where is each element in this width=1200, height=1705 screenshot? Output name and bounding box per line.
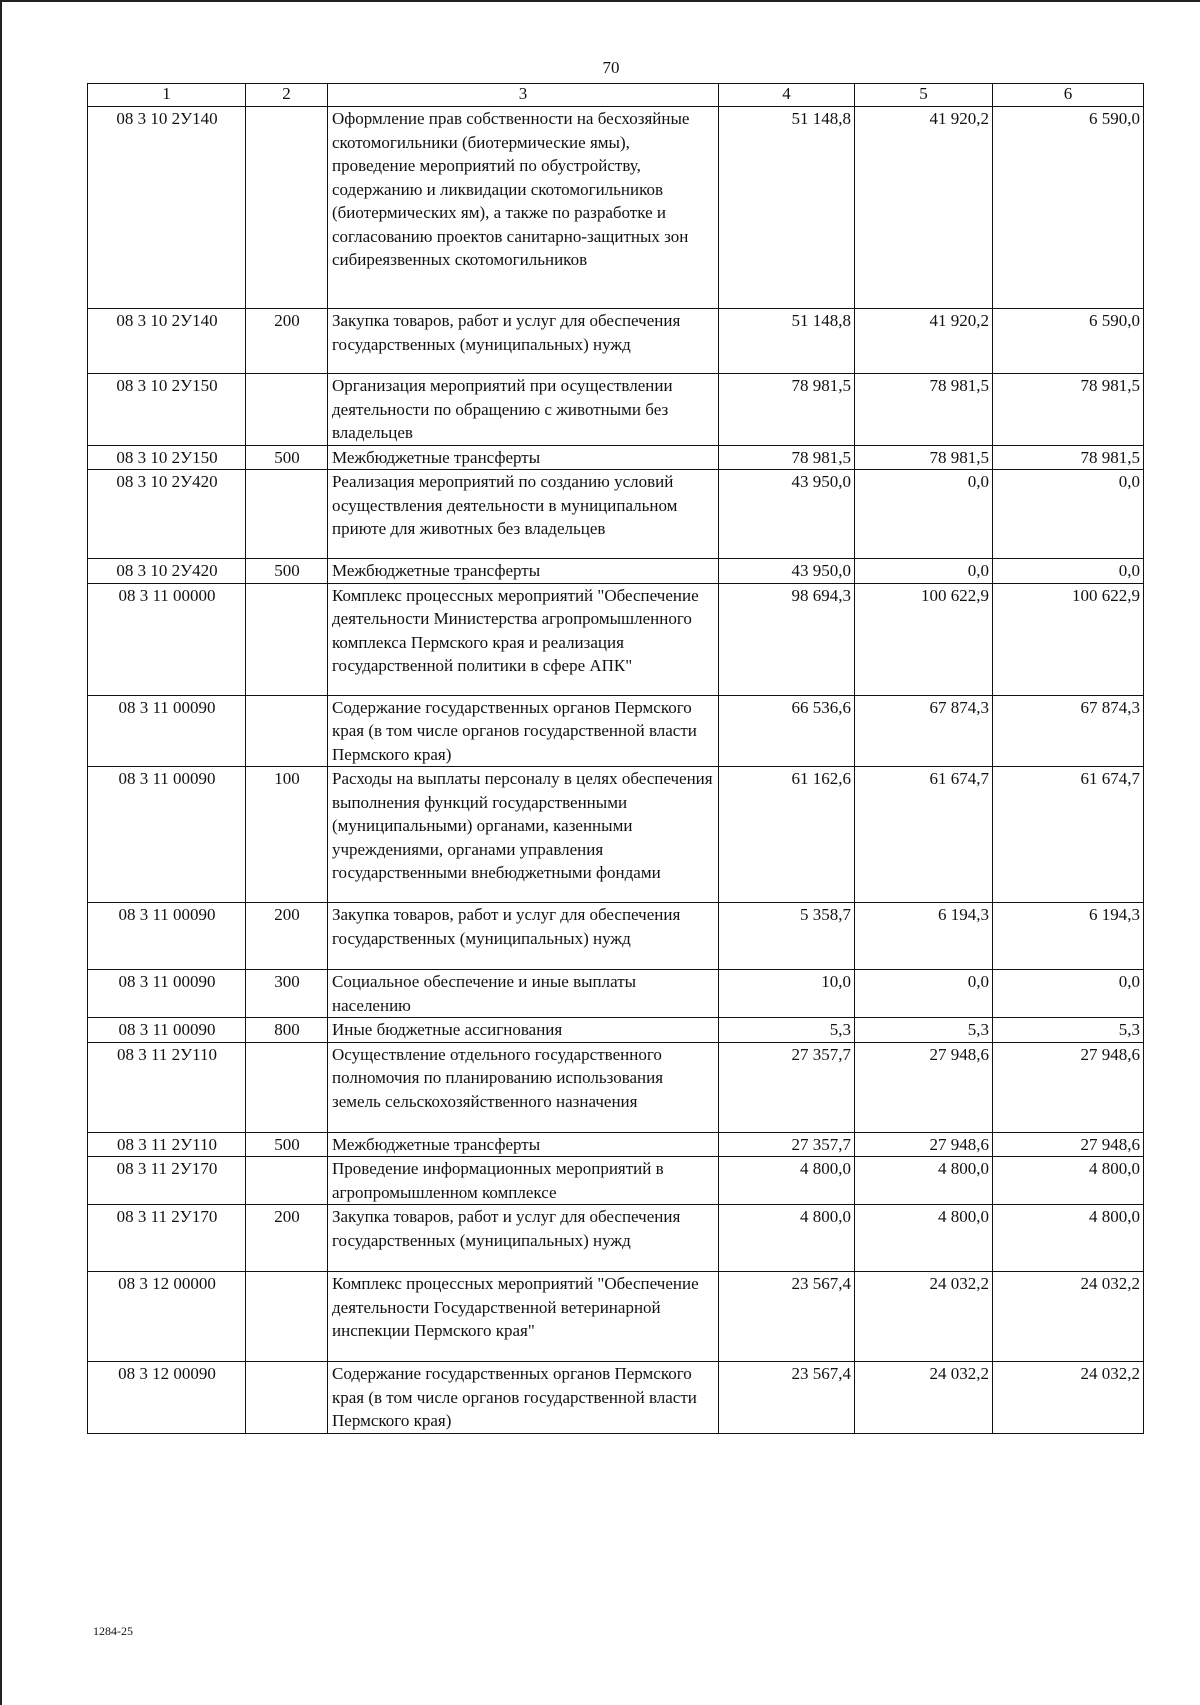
cell-amount-col4: 66 536,6 (719, 695, 855, 767)
cell-amount-col5: 6 194,3 (855, 903, 993, 970)
cell-amount-col6: 4 800,0 (993, 1157, 1144, 1205)
table-body (88, 107, 1144, 1434)
cell-description: Комплекс процессных мероприятий "Обеспечение деятельности Министерства агропромышленного комплекса Пермского края и реализация государственной политики в сфере АПК" (328, 583, 719, 695)
cell-description: Межбюджетные трансферты (328, 445, 719, 470)
table-row (88, 1157, 1144, 1205)
document-footer-code: 1284-25 (93, 1624, 133, 1638)
cell-description: Межбюджетные трансферты (328, 559, 719, 584)
cell-amount-col6: 100 622,9 (993, 583, 1144, 695)
cell-expense-type (246, 1362, 328, 1434)
cell-amount-col6: 24 032,2 (993, 1272, 1144, 1362)
cell-description: Закупка товаров, работ и услуг для обеспечения государственных (муниципальных) нужд (328, 1205, 719, 1272)
cell-expense-type (246, 583, 328, 695)
cell-amount-col4: 51 148,8 (719, 107, 855, 309)
cell-description: Иные бюджетные ассигнования (328, 1018, 719, 1043)
cell-amount-col5: 41 920,2 (855, 309, 993, 374)
cell-amount-col5: 78 981,5 (855, 374, 993, 446)
cell-amount-col6: 4 800,0 (993, 1205, 1144, 1272)
cell-amount-col4: 78 981,5 (719, 374, 855, 446)
cell-expense-type (246, 1042, 328, 1132)
cell-amount-col6: 78 981,5 (993, 374, 1144, 446)
cell-expense-type: 500 (246, 1132, 328, 1157)
cell-code: 08 3 11 2У110 (88, 1042, 246, 1132)
cell-amount-col5: 5,3 (855, 1018, 993, 1043)
cell-amount-col4: 23 567,4 (719, 1362, 855, 1434)
table-row (88, 695, 1144, 767)
column-header: 5 (855, 84, 993, 107)
cell-amount-col5: 100 622,9 (855, 583, 993, 695)
table-row (88, 1205, 1144, 1272)
cell-expense-type: 200 (246, 903, 328, 970)
table-row (88, 559, 1144, 584)
cell-amount-col4: 4 800,0 (719, 1205, 855, 1272)
table-row (88, 1362, 1144, 1434)
cell-description: Реализация мероприятий по созданию условий осуществления деятельности в муниципальном приюте для животных без владельцев (328, 470, 719, 559)
cell-code: 08 3 11 00090 (88, 903, 246, 970)
cell-amount-col5: 4 800,0 (855, 1205, 993, 1272)
cell-expense-type: 100 (246, 767, 328, 903)
cell-amount-col5: 4 800,0 (855, 1157, 993, 1205)
column-header: 2 (246, 84, 328, 107)
cell-amount-col5: 61 674,7 (855, 767, 993, 903)
cell-description: Содержание государственных органов Пермского края (в том числе органов государственной власти Пермского края) (328, 695, 719, 767)
cell-expense-type (246, 1272, 328, 1362)
scan-edge-left (0, 0, 2, 1705)
cell-description: Содержание государственных органов Пермского края (в том числе органов государственной власти Пермского края) (328, 1362, 719, 1434)
cell-code: 08 3 11 2У170 (88, 1157, 246, 1205)
cell-code: 08 3 11 00090 (88, 695, 246, 767)
cell-description: Комплекс процессных мероприятий "Обеспечение деятельности Государственной ветеринарной инспекции Пермского края" (328, 1272, 719, 1362)
cell-amount-col4: 51 148,8 (719, 309, 855, 374)
cell-code: 08 3 11 00090 (88, 1018, 246, 1043)
column-header: 4 (719, 84, 855, 107)
cell-code: 08 3 11 2У110 (88, 1132, 246, 1157)
cell-expense-type: 200 (246, 309, 328, 374)
budget-table (87, 83, 1144, 1434)
cell-amount-col5: 78 981,5 (855, 445, 993, 470)
cell-code: 08 3 11 00090 (88, 767, 246, 903)
cell-amount-col5: 24 032,2 (855, 1362, 993, 1434)
cell-description: Закупка товаров, работ и услуг для обеспечения государственных (муниципальных) нужд (328, 309, 719, 374)
table-header-row (88, 84, 1144, 107)
cell-expense-type (246, 470, 328, 559)
cell-amount-col4: 10,0 (719, 970, 855, 1018)
cell-amount-col5: 41 920,2 (855, 107, 993, 309)
cell-amount-col4: 98 694,3 (719, 583, 855, 695)
cell-code: 08 3 11 00000 (88, 583, 246, 695)
cell-amount-col6: 6 590,0 (993, 309, 1144, 374)
table-row (88, 470, 1144, 559)
cell-amount-col4: 43 950,0 (719, 559, 855, 584)
cell-amount-col5: 0,0 (855, 470, 993, 559)
cell-expense-type (246, 695, 328, 767)
table-row (88, 309, 1144, 374)
cell-code: 08 3 11 00090 (88, 970, 246, 1018)
cell-expense-type (246, 374, 328, 446)
cell-description: Социальное обеспечение и иные выплаты населению (328, 970, 719, 1018)
column-header: 1 (88, 84, 246, 107)
table-row (88, 1042, 1144, 1132)
cell-code: 08 3 10 2У420 (88, 559, 246, 584)
cell-amount-col6: 27 948,6 (993, 1042, 1144, 1132)
column-header: 6 (993, 84, 1144, 107)
cell-amount-col6: 67 874,3 (993, 695, 1144, 767)
cell-amount-col6: 27 948,6 (993, 1132, 1144, 1157)
cell-expense-type (246, 107, 328, 309)
cell-amount-col6: 0,0 (993, 470, 1144, 559)
cell-amount-col4: 4 800,0 (719, 1157, 855, 1205)
cell-amount-col6: 6 590,0 (993, 107, 1144, 309)
cell-code: 08 3 11 2У170 (88, 1205, 246, 1272)
table-row (88, 767, 1144, 903)
column-header: 3 (328, 84, 719, 107)
cell-description: Организация мероприятий при осуществлении деятельности по обращению с животными без владельцев (328, 374, 719, 446)
table-row (88, 903, 1144, 970)
cell-code: 08 3 10 2У420 (88, 470, 246, 559)
cell-amount-col5: 24 032,2 (855, 1272, 993, 1362)
cell-amount-col6: 0,0 (993, 970, 1144, 1018)
cell-code: 08 3 12 00000 (88, 1272, 246, 1362)
cell-amount-col5: 0,0 (855, 559, 993, 584)
cell-code: 08 3 10 2У140 (88, 107, 246, 309)
table-row (88, 1018, 1144, 1043)
table-row (88, 374, 1144, 446)
cell-amount-col4: 43 950,0 (719, 470, 855, 559)
cell-amount-col4: 27 357,7 (719, 1132, 855, 1157)
cell-expense-type: 800 (246, 1018, 328, 1043)
cell-expense-type: 300 (246, 970, 328, 1018)
cell-amount-col6: 61 674,7 (993, 767, 1144, 903)
cell-code: 08 3 10 2У150 (88, 445, 246, 470)
cell-amount-col5: 27 948,6 (855, 1042, 993, 1132)
cell-expense-type: 500 (246, 559, 328, 584)
cell-amount-col5: 0,0 (855, 970, 993, 1018)
cell-description: Проведение информационных мероприятий в агропромышленном комплексе (328, 1157, 719, 1205)
cell-code: 08 3 12 00090 (88, 1362, 246, 1434)
cell-description: Оформление прав собственности на бесхозяйные скотомогильники (биотермические ямы), проведение мероприятий по обустройству, содержанию и ликвидации скотомогильников (биотермических ям), а также по разработке и согласованию проектов санитарно-защитных зон сибиреязвенных скотомогильников (328, 107, 719, 309)
scan-edge-top (0, 0, 1200, 2)
cell-amount-col4: 27 357,7 (719, 1042, 855, 1132)
cell-amount-col4: 78 981,5 (719, 445, 855, 470)
cell-amount-col4: 5,3 (719, 1018, 855, 1043)
cell-code: 08 3 10 2У140 (88, 309, 246, 374)
cell-description: Межбюджетные трансферты (328, 1132, 719, 1157)
table-row (88, 107, 1144, 309)
cell-amount-col4: 23 567,4 (719, 1272, 855, 1362)
cell-amount-col6: 0,0 (993, 559, 1144, 584)
table-row (88, 445, 1144, 470)
cell-expense-type: 500 (246, 445, 328, 470)
cell-amount-col6: 6 194,3 (993, 903, 1144, 970)
table-row (88, 1132, 1144, 1157)
cell-description: Закупка товаров, работ и услуг для обеспечения государственных (муниципальных) нужд (328, 903, 719, 970)
cell-expense-type: 200 (246, 1205, 328, 1272)
cell-amount-col5: 67 874,3 (855, 695, 993, 767)
cell-expense-type (246, 1157, 328, 1205)
cell-description: Осуществление отдельного государственного полномочия по планированию использования земель сельскохозяйственного назначения (328, 1042, 719, 1132)
cell-description: Расходы на выплаты персоналу в целях обеспечения выполнения функций государственными (муниципальными) органами, казенными учреждениями, органами управления государственными внебюджетными фондами (328, 767, 719, 903)
cell-amount-col6: 24 032,2 (993, 1362, 1144, 1434)
cell-code: 08 3 10 2У150 (88, 374, 246, 446)
cell-amount-col5: 27 948,6 (855, 1132, 993, 1157)
table-row (88, 583, 1144, 695)
cell-amount-col6: 78 981,5 (993, 445, 1144, 470)
cell-amount-col4: 61 162,6 (719, 767, 855, 903)
cell-amount-col6: 5,3 (993, 1018, 1144, 1043)
page-number: 70 (602, 58, 620, 77)
table-row (88, 970, 1144, 1018)
table-row (88, 1272, 1144, 1362)
cell-amount-col4: 5 358,7 (719, 903, 855, 970)
